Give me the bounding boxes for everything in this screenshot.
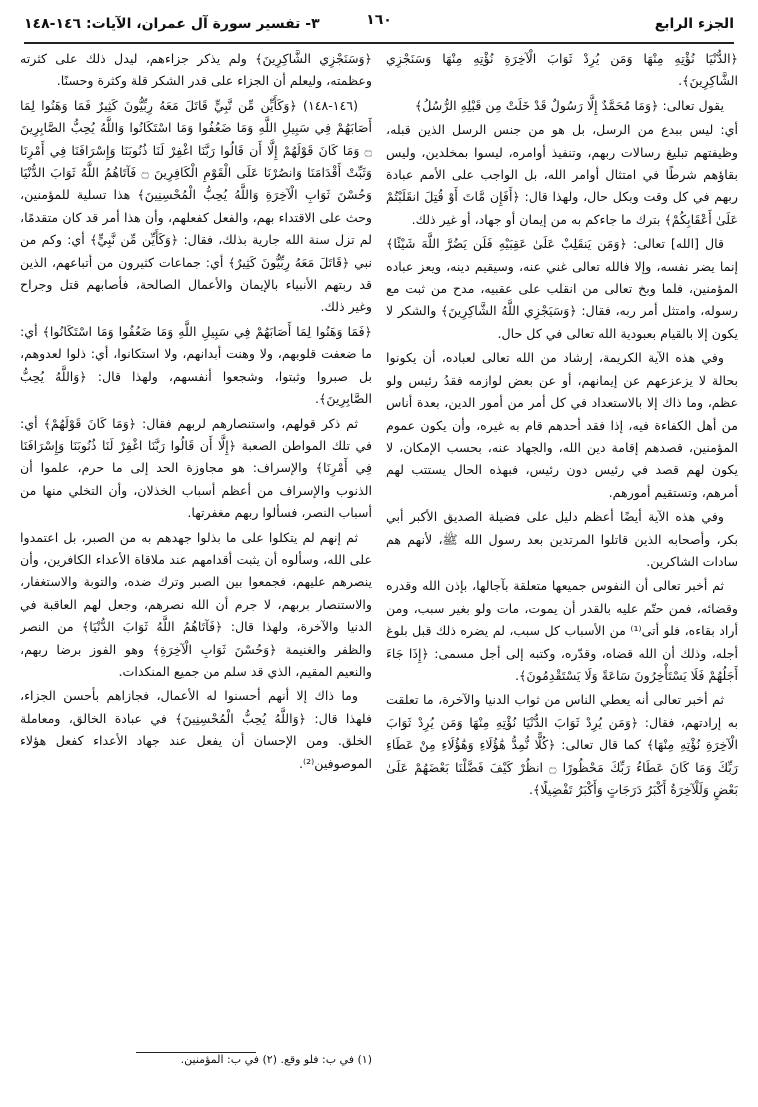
paragraph: يقول تعالى: ﴿وَمَا مُحَمَّدٌ إِلَّا رَسُولٌ قَدْ خَلَتْ مِن قَبْلِهِ الرُّسُلُ﴾ xyxy=(414,97,724,113)
paragraph: وفي هذه الآية الكريمة، إرشاد من الله تعالى لعباده، أن يكونوا بحالة لا يزعزعهم عن إيمانهم، أو عن بعض لوازمه فقدُ رئيس ولو عظم، وما ذاك إلا بالاستعداد في كل أمر من أمور الدين، بعدة أناس من أهل الكفاءة فيه، إذا فقد أحدهم قام به غيره، وأن يكون عموم المؤمنين، قصدهم إقامة دين الله، والجهاد عنه، بحسب الإمكان، لا يكون لهم قصد في رئيس دون رئيس، فبهذه الحال يستتب لهم أمرهم، وتستقيم أمورهم. xyxy=(386,350,738,500)
paragraph: ثم أخبر تعالى أن النفوس جميعها متعلقة بآجالها، بإذن الله وقدره وقضائه، فمن حتّم عليه بالقدر أن يموت، مات ولو بغير سبب، ومن أراد بقاءه، فلو أتى⁽¹⁾ من الأسباب كل سبب، لم يضره ذلك قبل بلوغ أجله، وذلك أن الله قضاه، وقدّره، وكتبه إلى أجل مسمى: ﴿إِذَا جَاءَ أَجَلُهُمْ فَلَا يَسْتَأْخِرُونَ سَاعَةً وَلَا يَسْتَقْدِمُونَ﴾. xyxy=(386,578,738,683)
paragraph: أي: ليس ببدع من الرسل، بل هو من جنس الرسل الذين قبله، وظيفتهم تبليغ رسالات ربهم، وتنفيذ أوامره، ليسوا بمخلدين، وليس بقاؤهم شرطًا في امتثال أوامر الله، بل الواجب على الأمم عبادة ربهم في كل وقت وبكل حال، ولهذا قال: ﴿أَفَإِن مَّاتَ أَوْ قُتِلَ انقَلَبْتُمْ عَلَىٰ أَعْقَابِكُمْ﴾ بترك ما جاءكم به من إيمان أو جهاد، أو غير ذلك. xyxy=(386,122,738,227)
running-title: ٣- تفسير سورة آل عمران، الآيات: ١٤٦-١٤٨ xyxy=(24,16,320,32)
footnote-text: (١) في ب: فلو وقع. (٢) في ب: المؤمنين. xyxy=(180,1053,372,1066)
footnotes xyxy=(20,1052,372,1066)
paragraph: (١٤٦-١٤٨) ﴿وَكَأَيِّن مِّن نَّبِيٍّ قَاتَلَ مَعَهُ رِبِّيُّونَ كَثِيرٌ فَمَا وَهَنُوا لِمَا أَصَابَهُمْ فِي سَبِيلِ اللَّهِ وَمَا ضَعُفُوا وَمَا اسْتَكَانُوا وَاللَّهُ يُحِبُّ الصَّابِرِينَ ۝ وَمَا كَانَ قَوْلَهُمْ إِلَّا أَن قَالُوا رَبَّنَا اغْفِرْ لَنَا ذُنُوبَنَا وَإِسْرَافَنَا فِي أَمْرِنَا وَثَبِّتْ أَقْدَامَنَا وَانصُرْنَا عَلَى الْقَوْمِ الْكَافِرِينَ ۝ فَآتَاهُمُ اللَّهُ ثَوَابَ الدُّنْيَا وَحُسْنَ ثَوَابِ الْآخِرَةِ وَاللَّهُ يُحِبُّ الْمُحْسِنِينَ﴾ هذا تسلية للمؤمنين، وحث على الاقتداء بهم، والفعل كفعلهم، وأن هذا أمر قد كان متقدمًا، لم تزل سنة الله جارية بذلك، فقال: ﴿وَكَأَيِّن مِّن نَّبِيٍّ﴾ أي: وكم من نبي ﴿قَاتَلَ مَعَهُ رِبِّيُّونَ كَثِيرٌ﴾ أي: جماعات كثيرون من أتباعهم، الذين قد ربتهم الأنبياء بالإيمان والأعمال الصالحة، فأصابهم قتل وجراح وغير ذلك. xyxy=(20,97,372,315)
paragraph: وفي هذه الآية أيضًا أعظم دليل على فضيلة الصديق الأكبر أبي بكر، وأصحابه الذين قاتلوا المرتدين بعد رسول الله ﷺ، لأنهم هم سادات الشاكرين. xyxy=(386,509,738,569)
text-columns xyxy=(20,48,738,1038)
paragraph: قال [الله] تعالى: ﴿وَمَن يَنقَلِبْ عَلَىٰ عَقِبَيْهِ فَلَن يَضُرَّ اللَّهَ شَيْئًا﴾ إنما يضر نفسه، وإلا فالله تعالى غني عنه، وسيقيم دينه، ويعز عباده المؤمنين، فلما وبخ تعالى من انقلب على عقبيه، مدح من ثبت مع رسوله، وامتثل أمر ربه، فقال: ﴿وَسَيَجْزِي اللَّهُ الشَّاكِرِينَ﴾ والشكر لا يكون إلا بالقيام بعبودية الله تعالى في كل حال. xyxy=(386,236,738,341)
paragraph: ﴿الدُّنْيَا نُؤْتِهِ مِنْهَا وَمَن يُرِدْ ثَوَابَ الْآخِرَةِ نُؤْتِهِ مِنْهَا وَسَنَجْزِي الشَّاكِرِينَ﴾. xyxy=(386,51,738,89)
part-label: الجزء الرابع xyxy=(654,16,734,32)
paragraph: وما ذاك إلا أنهم أحسنوا له الأعمال، فجازاهم بأحسن الجزاء، فلهذا قال: ﴿وَاللَّهُ يُحِبُّ الْمُحْسِنِينَ﴾ في عبادة الخالق، ومعاملة الخلق. ومن الإحسان أن يفعل عند جهاد الأعداء كفعل هؤلاء الموصوفين⁽²⁾. xyxy=(20,688,372,771)
left-column xyxy=(20,48,372,1038)
right-column xyxy=(386,48,738,1038)
page-number: ١٦٠ xyxy=(366,12,392,28)
paragraph: ثم ذكر قولهم، واستنصارهم لربهم فقال: ﴿وَمَا كَانَ قَوْلَهُمْ﴾ أي: في تلك المواطن الصعبة ﴿إِلَّا أَن قَالُوا رَبَّنَا اغْفِرْ لَنَا ذُنُوبَنَا وَإِسْرَافَنَا فِي أَمْرِنَا﴾ والإسراف: هو مجاوزة الحد إلى ما حرم، علموا أن الذنوب والإسراف من أعظم أسباب الخذلان، وأن التخلي منها من أسباب النصر، فسألوا ربهم مغفرتها. xyxy=(20,415,372,521)
header-rule xyxy=(24,42,734,44)
paragraph: ثم أخبر تعالى أنه يعطي الناس من ثواب الدنيا والآخرة، ما تعلقت به إرادتهم، فقال: ﴿وَمَن يُرِدْ ثَوَابَ الدُّنْيَا نُؤْتِهِ مِنْهَا وَمَن يُرِدْ ثَوَابَ الْآخِرَةِ نُؤْتِهِ مِنْهَا﴾ كما قال تعالى: ﴿كُلًّا نُّمِدُّ هَٰؤُلَاءِ وَهَٰؤُلَاءِ مِنْ عَطَاءِ رَبِّكَ وَمَا كَانَ عَطَاءُ رَبِّكَ مَحْظُورًا ۝ انظُرْ كَيْفَ فَضَّلْنَا بَعْضَهُمْ عَلَىٰ بَعْضٍ وَلَلْآخِرَةُ أَكْبَرُ دَرَجَاتٍ وَأَكْبَرُ تَفْضِيلًا﴾. xyxy=(386,692,738,797)
running-header xyxy=(24,12,734,36)
paragraph: ﴿فَمَا وَهَنُوا لِمَا أَصَابَهُمْ فِي سَبِيلِ اللَّهِ وَمَا ضَعُفُوا وَمَا اسْتَكَانُوا﴾ أي: ما ضعفت قلوبهم، ولا وهنت أبدانهم، ولا استكانوا، أي: ذلوا لعدوهم، بل صبروا وثبتوا، وشجعوا أنفسهم، ولهذا قال: ﴿وَاللَّهُ يُحِبُّ الصَّابِرِينَ﴾. xyxy=(20,323,372,407)
paragraph: ثم إنهم لم يتكلوا على ما بذلوا جهدهم به من الصبر، بل اعتمدوا على الله، وسألوه أن يثبت أقدامهم عند ملاقاة الأعداء الكافرين، وأن ينصرهم عليهم، فجمعوا بين الصبر وترك ضده، والتوبة والاستغفار، والاستنصار بربهم، لا جرم أن الله نصرهم، وجعل لهم العاقبة في الدنيا والآخرة، ولهذا قال: ﴿فَآتَاهُمُ اللَّهُ ثَوَابَ الدُّنْيَا﴾ من النصر والظفر والغنيمة ﴿وَحُسْنَ ثَوَابِ الْآخِرَةِ﴾ وهو الفوز برضا ربهم، والنعيم المقيم، الذي قد سلم من جميع المنكدات. xyxy=(20,529,372,679)
paragraph: ﴿وَسَنَجْزِي الشَّاكِرِينَ﴾ ولم يذكر جزاءهم، ليدل ذلك على كثرته وعظمته، وليعلم أن الجزاء على قدر الشكر قلة وكثرة وحسنًا. xyxy=(20,51,372,89)
